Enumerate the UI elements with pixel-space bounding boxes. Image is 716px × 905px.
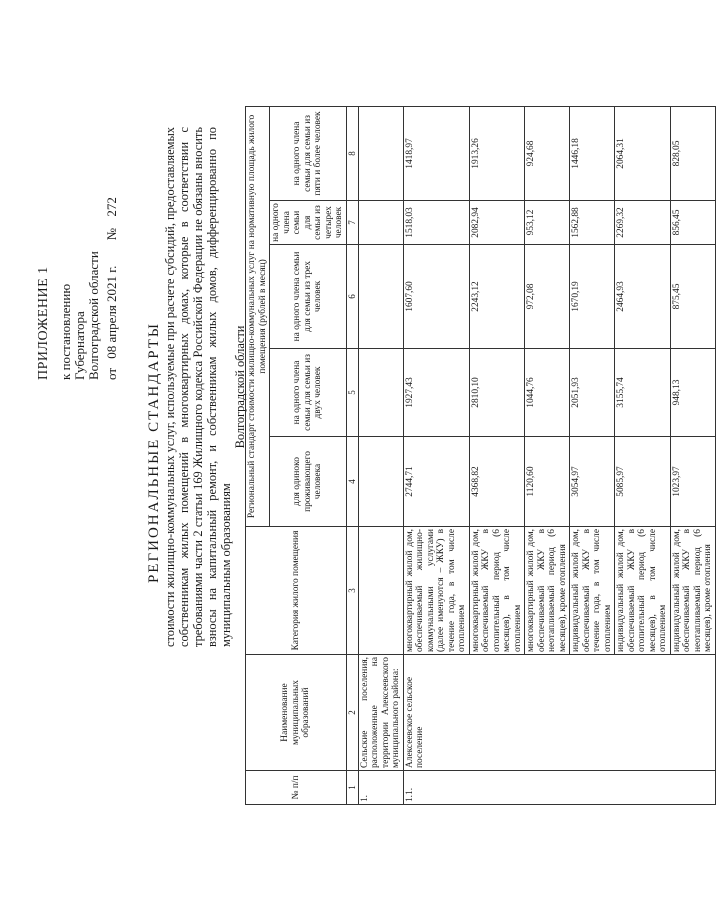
appendix-title: ПРИЛОЖЕНИЕ 1 (36, 266, 51, 380)
col-number: 2 (346, 655, 358, 771)
row-category: многоквартирный жилой дом, обеспечиваемый ЖКУ в неотапливаемый период (6 месяцев), кроме отопления (525, 527, 570, 655)
appendix-date-line (105, 197, 119, 380)
date-prefix: от (104, 367, 119, 380)
appendix-line-1: к постановлению (58, 283, 73, 380)
header-col-4: для одиноко проживающего человека (270, 437, 347, 527)
row-category: индивидуальный жилой дом, обеспечиваемый ЖКУ в неотапливаемый период (6 месяцев), кроме отопления (670, 527, 715, 655)
cell-value: 3155,74 (615, 349, 671, 437)
cell-value: 972,08 (525, 245, 570, 349)
column-number-row (346, 106, 358, 804)
col-number: 1 (346, 771, 358, 805)
section-num: 1. (358, 771, 403, 805)
header-category: Категория жилого помещения (246, 527, 347, 655)
cell-value: 2082,94 (469, 201, 525, 245)
row-category: индивидуальный жилой дом, обеспечиваемый ЖКУ в отопительный период (6 месяцев), в том числе отоплением (615, 527, 671, 655)
cell-value: 828,05 (670, 106, 715, 200)
cell-value: 2744,71 (403, 437, 469, 527)
row-category: многоквартирный жилой дом, обеспечиваемый жилищно-коммунальными услугами (далее именуются – ЖКУ) в течение года, в том числе отоплением (403, 527, 469, 655)
cell-value: 2051,93 (570, 349, 615, 437)
sub-num: 1.1. (403, 771, 715, 805)
cell-value: 2464,93 (615, 245, 671, 349)
cell-value: 1913,26 (469, 106, 525, 200)
cell-value: 2810,10 (469, 349, 525, 437)
intro-region: Волгоградской области (233, 325, 247, 449)
cell-value: 953,12 (525, 201, 570, 245)
standards-table (245, 106, 716, 805)
col-number: 6 (346, 245, 358, 349)
cell-value: 924,68 (525, 106, 570, 200)
row-category: индивидуальный жилой дом, обеспечиваемый ЖКУ в течение года, в том числе отоплением (570, 527, 615, 655)
cell-value: 5085,97 (615, 437, 671, 527)
section-row (358, 106, 403, 804)
cell-value: 856,45 (670, 201, 715, 245)
cell-value: 948,13 (670, 349, 715, 437)
intro-paragraph (163, 127, 247, 647)
intro-text: стоимости жилищно-коммунальных услуг, используемые при расчете субсидий, предоставляемых собственникам жилых помещений в многоквартирных домах, которые в соответствии с требованиями части 2 статьи 169 Жилищного кодекса Российской Федерации не обязаны вносить взносы на капитальный ремонт, и собственникам жилых домов, дифференцированно по муниципальным образованиям (163, 127, 233, 647)
col-number: 7 (346, 201, 358, 245)
header-row-1 (246, 106, 270, 804)
cell-value: 3054,97 (570, 437, 615, 527)
cell-value: 1044,76 (525, 349, 570, 437)
date-value: 08 апреля 2021 г. (104, 265, 119, 359)
col-number: 5 (346, 349, 358, 437)
cell-value: 1518,03 (403, 201, 469, 245)
col-number: 4 (346, 437, 358, 527)
cell-value: 1418,97 (403, 106, 469, 200)
document-title: РЕГИОНАЛЬНЫЕ СТАНДАРТЫ (146, 321, 162, 584)
sub-name: Алексеевское сельское поселение (403, 655, 715, 771)
number-value: 272 (104, 197, 119, 217)
header-name: Наименование муниципальных образований (246, 655, 347, 771)
col-number: 3 (346, 527, 358, 655)
col-number: 8 (346, 106, 358, 200)
cell-value: 1670,19 (570, 245, 615, 349)
header-col-8: на одного члена семьи для семьи из пяти и более человек (270, 106, 347, 200)
header-group: Региональный стандарт стоимости жилищно-коммунальных услуг на нормативную площадь жилого помещения (рублей в месяц) (246, 106, 270, 526)
cell-value: 2243,12 (469, 245, 525, 349)
cell-value: 2269,32 (615, 201, 671, 245)
cell-value: 875,45 (670, 245, 715, 349)
cell-value: 1023,97 (670, 437, 715, 527)
header-num: № п/п (246, 771, 347, 805)
table-row (403, 106, 469, 804)
cell-value: 1120,60 (525, 437, 570, 527)
cell-value: 1927,43 (403, 349, 469, 437)
cell-value: 4368,82 (469, 437, 525, 527)
appendix-line-2: Губернатора (72, 311, 87, 380)
header-col-7: на одного члена семьи для семьи из четырех человек (270, 201, 347, 245)
row-category: многоквартирный жилой дом, обеспечиваемый ЖКУ в отопительный период (6 месяцев), в том числе отоплением (469, 527, 525, 655)
cell-value: 1446,18 (570, 106, 615, 200)
header-col-6: на одного члена семьи для семьи из трех человек (270, 245, 347, 349)
header-col-5: на одного члена семьи для семьи из двух человек (270, 349, 347, 437)
cell-value: 1607,60 (403, 245, 469, 349)
number-prefix: № (104, 227, 119, 241)
cell-value: 1562,88 (570, 201, 615, 245)
appendix-line-3: Волгоградской области (86, 251, 101, 380)
cell-value: 2064,31 (615, 106, 671, 200)
section-name: Сельские поселения, расположенные на территории Алексеевского муниципального района: (358, 655, 403, 771)
